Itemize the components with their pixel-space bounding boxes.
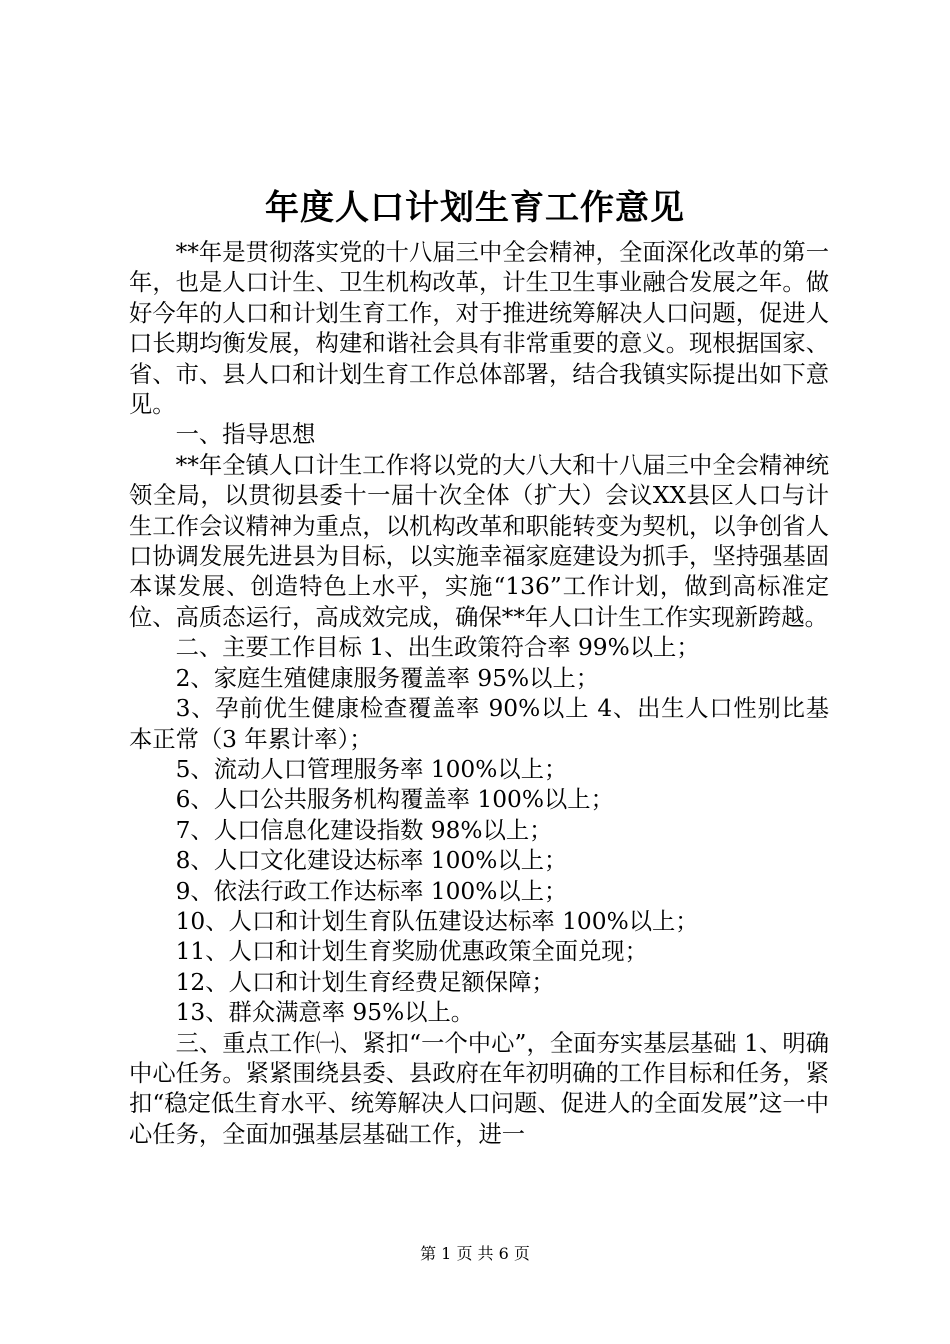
goal-item-11: 11、人口和计划生育奖励优惠政策全面兑现；: [175, 938, 648, 966]
document-body: [129, 238, 829, 1150]
document-title: 年度人口计划生育工作意见: [265, 188, 685, 228]
paragraph-intro: **年是贯彻落实党的十八届三中全会精神，全面深化改革的第一年，也是人口计生、卫生机构改革，计生卫生事业融合发展之年。做好今年的人口和计划生育工作，对于推进统筹解决人口问题，促进人口长期均衡发展，构建和谐社会具有非常重要的意义。现根据国家、省、市、县人口和计划生育工作总体部署，结合我镇实际提出如下意见。: [129, 239, 829, 419]
goal-item-7: 7、人口信息化建设指数 98%以上；: [175, 816, 553, 844]
goal-item-12: 12、人口和计划生育经费足额保障；: [175, 968, 555, 996]
goal-item-9: 9、依法行政工作达标率 100%以上；: [175, 877, 568, 905]
goal-item-10: 10、人口和计划生育队伍建设达标率 100%以上；: [175, 907, 699, 935]
goal-item-2: 2、家庭生殖健康服务覆盖率 95%以上；: [175, 664, 600, 692]
goal-item-6: 6、人口公共服务机构覆盖率 100%以上；: [175, 786, 614, 814]
goal-item-8: 8、人口文化建设达标率 100%以上；: [175, 847, 568, 875]
paragraph-key-work: 三、重点工作㈠、紧扣“一个中心”，全面夯实基层基础 1、明确中心任务。紧紧围绕县委、县政府在年初明确的工作目标和任务，紧扣“稳定低生育水平、统筹解决人口问题、促进人的全面发展”这一中心任务，全面加强基层基础工作，进一: [129, 1029, 829, 1148]
paragraph-guiding-ideology: **年全镇人口计生工作将以党的大八大和十八届三中全会精神统领全局，以贯彻县委十一届十次全体（扩大）会议XX县区人口与计生工作会议精神为重点，以机构改革和职能转变为契机，以争创省人口协调发展先进县为目标，以实施幸福家庭建设为抓手，坚持强基固本谋发展、创造特色上水平，实施“136”工作计划，做到高标准定位、高质态运行，高成效完成，确保**年人口计生工作实现新跨越。: [129, 451, 829, 631]
goal-item-5: 5、流动人口管理服务率 100%以上；: [175, 755, 568, 783]
page-footer: 第 1 页 共 6 页: [420, 1244, 530, 1263]
goal-item-1: 二、主要工作目标 1、出生政策符合率 99%以上；: [175, 634, 700, 662]
goal-item-3-4: 3、孕前优生健康检查覆盖率 90%以上 4、出生人口性别比基本正常（3 年累计率）；: [129, 695, 829, 753]
goal-item-13: 13、群众满意率 95%以上。: [175, 999, 475, 1027]
heading-guiding-ideology: 一、指导思想: [175, 421, 316, 449]
